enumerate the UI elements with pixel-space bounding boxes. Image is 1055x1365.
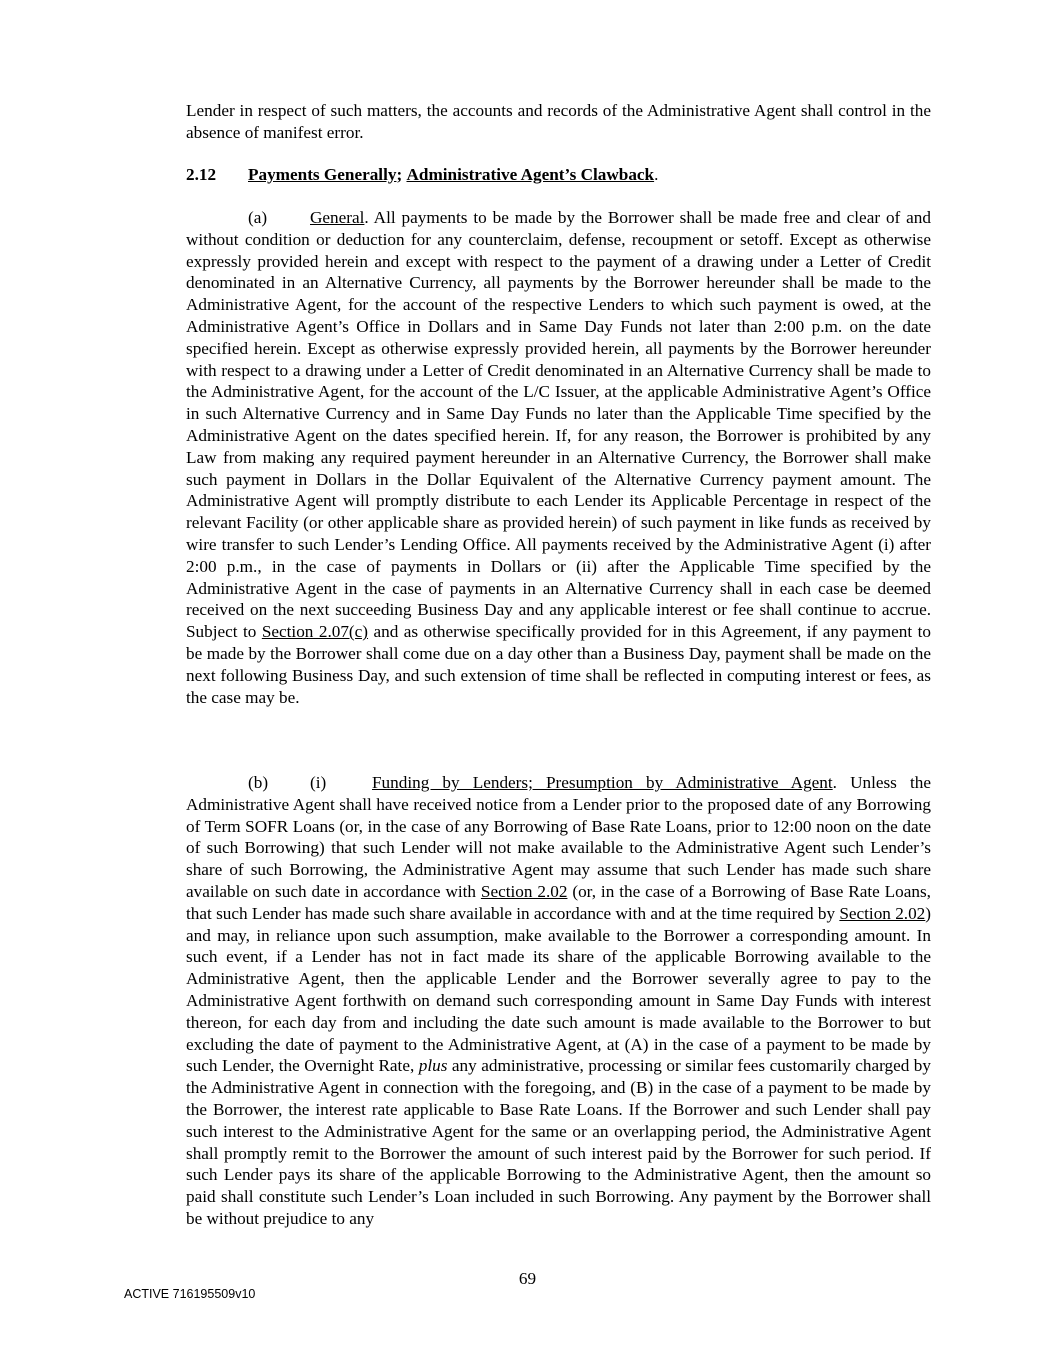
paragraph-a-text-2: and as otherwise specifically provided for in this Agreement, if any payment to be made by the Borrower shall come due on a day other than a Business Day, payment shall be made on the next following Business Day, and such extension of time shall be reflected in computing interest or fees, as the case may be. — [186, 622, 931, 707]
section-title-part1: Payments Generally — [248, 165, 397, 184]
intro-paragraph — [186, 100, 931, 144]
section-ref-2-02: Section 2.02 — [480, 881, 568, 901]
section-title-end: . — [654, 165, 659, 184]
document-id-footer: ACTIVE 716195509v10 — [124, 1287, 256, 1301]
paragraph-b-text-4: any administrative, processing or similar fees customarily charged by the Administrative Agent in connection with the foregoing, and (B) in the case of a payment to be made by the Borrower, the interest rate applicable to Base Rate Loans. If the Borrower and such Lender shall pay such interest to the Administrative Agent for the same or an overlapping period, the Administrative Agent shall promptly remit to the Borrower the amount of such interest paid by the Borrower for such period. If such Lender pays its share of the applicable Borrowing to the Administrative Agent, then the amount so paid shall constitute such Lender’s Loan included in such Borrowing. Any payment by the Borrower shall be without prejudice to any — [186, 1056, 931, 1228]
section-ref-2-02-second: Section 2.02 — [839, 903, 926, 923]
paragraph-b-text-3: ) and may, in reliance upon such assumption, make available to the Borrower a corresponding amount. In such event, if a Lender has not in fact made its share of the applicable Borrowing available to the Administrative Agent, then the applicable Lender and the Borrower severally agree to pay to the Administrative Agent forthwith on demand such corresponding amount in Same Day Funds with interest thereon, for each day from and including the date such amount is made available to the Borrower to but excluding the date of payment to the Administrative Agent, at (A) in the case of a payment to be made by such Lender, the Overnight Rate, — [186, 903, 932, 1076]
paragraph-a — [186, 207, 931, 708]
paragraph-b-sublabel: (i) — [310, 773, 327, 792]
intro-text: Lender in respect of such matters, the accounts and records of the Administrative Agent shall control in the absence of manifest error. — [186, 101, 931, 142]
paragraph-b-italic-plus: plus — [418, 1056, 448, 1076]
page-number: 69 — [518, 1269, 537, 1288]
section-number: 2.12 — [186, 165, 217, 184]
section-title-separator: ; — [396, 165, 403, 184]
paragraph-b-text-1: . Unless the Administrative Agent shall have received notice from a Lender prior to the proposed date of any Borrowing of Term SOFR Loans (or, in the case of any Borrowing of Base Rate Loans, prior to 12:00 noon on the date of such Borrowing) that such Lender will not make available to the Administrative Agent such Lender’s share of such Borrowing, the Administrative Agent may assume that such Lender has made such share available on such date in accordance with — [186, 773, 931, 901]
section-title-part2: Administrative Agent’s Clawback — [406, 165, 655, 184]
paragraph-b — [186, 772, 931, 1230]
paragraph-b-label: (b) — [248, 773, 269, 792]
paragraph-a-text-1: . All payments to be made by the Borrower shall be made free and clear of and without condition or deduction for any counterclaim, defense, recoupment or setoff. Except as otherwise expressly provided herein and except with respect to the payment of a drawing under a Letter of Credit denominated in an Alternative Currency, all payments by the Borrower hereunder shall be made to the Administrative Agent, for the account of the respective Lenders to which such payment is owed, at the Administrative Agent’s Office in Dollars and in Same Day Funds not later than 2:00 p.m. on the date specified herein. Except as otherwise expressly provided herein, all payments by the Borrower hereunder with respect to a drawing under a Letter of Credit denominated in an Alternative Currency shall be made to the Administrative Agent, for the account of the L/C Issuer, at the applicable Administrative Agent’s Office in such Alternative Currency and in Same Day Funds no later than the Applicable Time specified by the Administrative Agent on the dates specified herein. If, for any reason, the Borrower is prohibited by any Law from making any required payment hereunder in an Alternative Currency, the Borrower shall make such payment in Dollars in the Dollar Equivalent of the Alternative Currency payment amount. The Administrative Agent will promptly distribute to each Lender its Applicable Percentage in respect of the relevant Facility (or other applicable share as provided herein) of such payment in like funds as received by wire transfer to such Lender’s Lending Office. All payments received by the Administrative Agent (i) after 2:00 p.m., in the case of payments in Dollars or (ii) after the Applicable Time specified by the Administrative Agent in the case of payments in an Alternative Currency shall in each case be deemed received on the next succeeding Business Day and any applicable interest or fee shall continue to accrue. Subject to — [186, 208, 931, 642]
paragraph-b-heading: Funding by Lenders; Presumption by Administrative Agent — [372, 773, 833, 792]
paragraph-b-text-2: (or, in the case of a Borrowing of Base Rate Loans, that such Lender has made such share available in accordance with and at the time required by — [186, 881, 931, 923]
section-ref-2-07c: Section 2.07(c) — [261, 622, 369, 642]
paragraph-a-label: (a) — [248, 208, 268, 227]
section-heading — [186, 164, 931, 186]
paragraph-a-heading: General — [310, 208, 365, 227]
